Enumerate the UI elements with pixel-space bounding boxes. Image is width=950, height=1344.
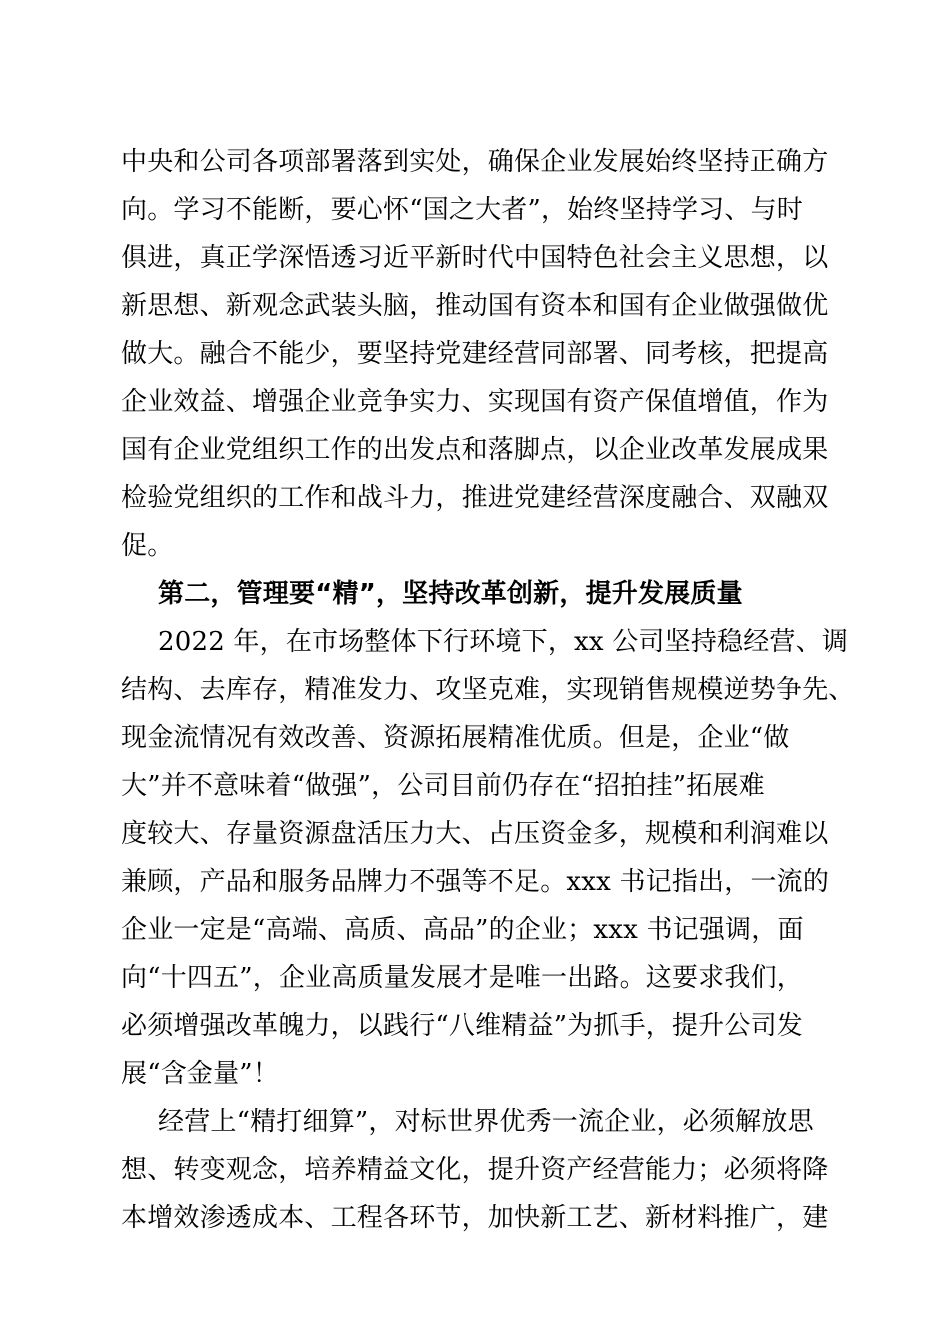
text-line: 向。学习不能断，要心怀“国之大者”，始终坚持学习、与时 <box>121 195 803 225</box>
text-line: 企业一定是“高端、高质、高品”的企业；xxx 书记强调，面 <box>121 915 804 945</box>
text-line: 新思想、新观念武装头脑，推动国有资本和国有企业做强做优 <box>121 291 829 321</box>
text-line: 经营上“精打细算”，对标世界优秀一流企业，必须解放思 <box>158 1107 814 1137</box>
text-line: 企业效益、增强企业竞争实力、实现国有资产保值增值，作为 <box>121 387 829 417</box>
document-body <box>121 138 855 1242</box>
text-line: 中央和公司各项部署落到实处，确保企业发展始终坚持正确方 <box>121 147 829 177</box>
text-line: 现金流情况有效改善、资源拓展精准优质。但是，企业“做 <box>121 723 790 753</box>
text-line: 促。 <box>121 531 174 561</box>
text-line: 兼顾，产品和服务品牌力不强等不足。xxx 书记指出，一流的 <box>121 867 830 897</box>
text-line: 俱进，真正学深悟透习近平新时代中国特色社会主义思想，以 <box>121 243 829 273</box>
text-line: 大”并不意味着“做强”，公司目前仍存在“招拍挂”拓展难 <box>121 771 765 801</box>
text-line: 展“含金量”！ <box>121 1059 279 1089</box>
section-heading: 第二，管理要“精”，坚持改革创新，提升发展质量 <box>158 579 743 609</box>
text-line: 结构、去库存，精准发力、攻坚克难，实现销售规模逆势争先、 <box>121 675 855 705</box>
text-line: 本增效渗透成本、工程各环节，加快新工艺、新材料推广，建 <box>121 1203 829 1233</box>
text-line: 2022 年，在市场整体下行环境下，xx 公司坚持稳经营、调 <box>158 627 849 657</box>
text-line: 国有企业党组织工作的出发点和落脚点，以企业改革发展成果 <box>121 435 829 465</box>
text-line: 做大。融合不能少，要坚持党建经营同部署、同考核，把提高 <box>121 339 829 369</box>
text-line: 检验党组织的工作和战斗力，推进党建经营深度融合、双融双 <box>121 483 829 513</box>
text-line: 必须增强改革魄力，以践行“八维精益”为抓手，提升公司发 <box>121 1011 803 1041</box>
text-line: 向“十四五”，企业高质量发展才是唯一出路。这要求我们， <box>121 963 803 993</box>
text-line: 度较大、存量资源盘活压力大、占压资金多，规模和利润难以 <box>121 819 829 849</box>
text-line: 想、转变观念，培养精益文化，提升资产经营能力；必须将降 <box>121 1155 829 1185</box>
